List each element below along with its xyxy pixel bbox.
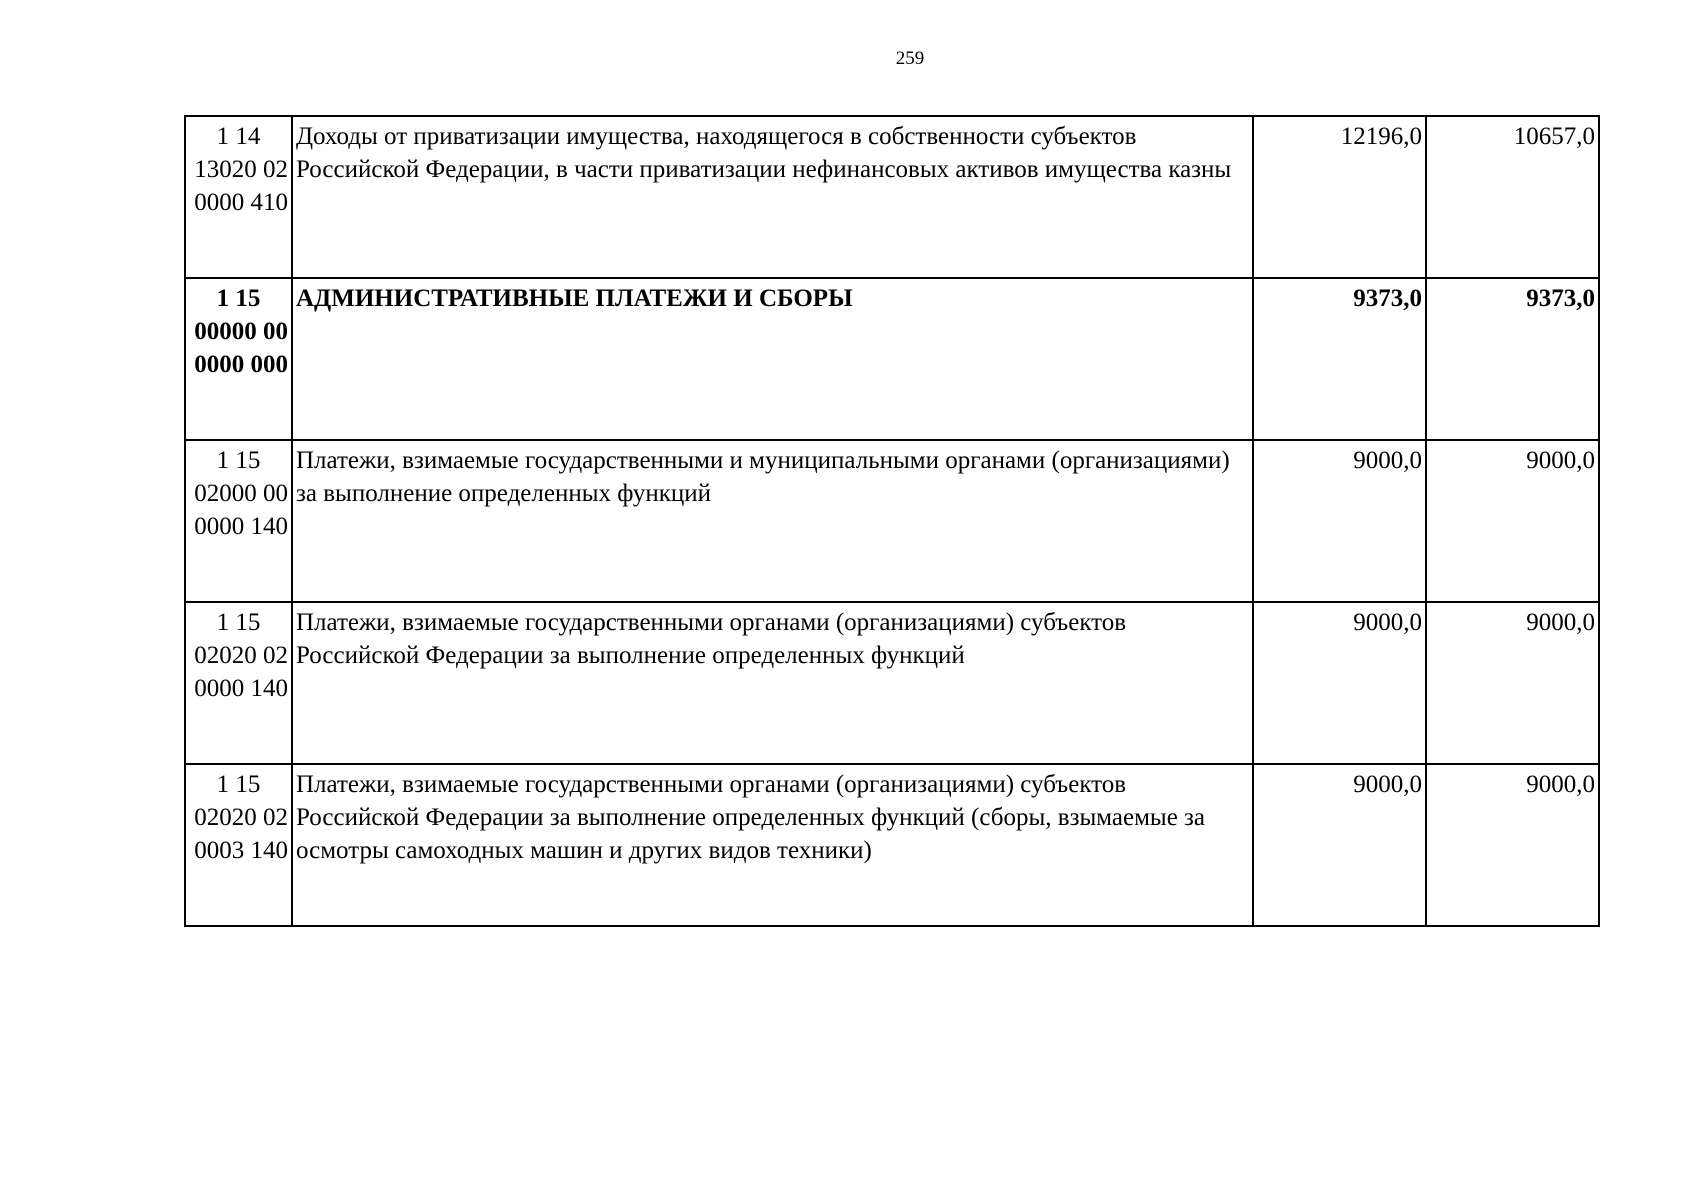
code-line: 1 14 — [216, 123, 261, 150]
code-line: 1 15 — [216, 285, 261, 312]
code-line: 13020 02 — [194, 156, 288, 183]
value2-cell: 9000,0 — [1426, 764, 1599, 926]
value2-cell: 10657,0 — [1426, 116, 1599, 278]
description-cell: АДМИНИСТРАТИВНЫЕ ПЛАТЕЖИ И СБОРЫ — [292, 278, 1253, 440]
table-row-section-header — [185, 278, 1599, 440]
code-line: 0000 000 — [194, 351, 288, 378]
value1-cell: 9000,0 — [1253, 602, 1426, 764]
value1-cell: 12196,0 — [1253, 116, 1426, 278]
value2-cell: 9000,0 — [1426, 602, 1599, 764]
table-row — [185, 440, 1599, 602]
description-cell: Платежи, взимаемые государственными органами (организациями) субъектов Российской Федерации за выполнение определенных функций — [292, 602, 1253, 764]
code-line: 1 15 — [216, 609, 261, 636]
value1-cell: 9000,0 — [1253, 764, 1426, 926]
table-row — [185, 764, 1599, 926]
code-line: 00000 00 — [194, 318, 288, 345]
budget-code-cell — [185, 602, 292, 764]
table-row — [185, 116, 1599, 278]
code-line: 1 15 — [216, 447, 261, 474]
value2-cell: 9000,0 — [1426, 440, 1599, 602]
code-line: 0000 140 — [194, 513, 288, 540]
description-cell: Доходы от приватизации имущества, находящегося в собственности субъектов Российской Федерации, в части приватизации нефинансовых активов имущества казны — [292, 116, 1253, 278]
budget-code-cell — [185, 440, 292, 602]
code-line: 0000 140 — [194, 675, 288, 702]
description-cell: Платежи, взимаемые государственными и муниципальными органами (организациями) за выполнение определенных функций — [292, 440, 1253, 602]
value2-cell: 9373,0 — [1426, 278, 1599, 440]
code-line: 02000 00 — [194, 480, 288, 507]
table-row — [185, 602, 1599, 764]
code-line: 1 15 — [216, 771, 261, 798]
budget-code-cell — [185, 116, 292, 278]
code-line: 0003 140 — [194, 837, 288, 864]
description-cell: Платежи, взимаемые государственными органами (организациями) субъектов Российской Федерации за выполнение определенных функций (сборы, взымаемые за осмотры самоходных машин и других видов техники) — [292, 764, 1253, 926]
value1-cell: 9373,0 — [1253, 278, 1426, 440]
revenue-table — [184, 115, 1600, 927]
page-number: 259 — [895, 48, 925, 69]
code-line: 02020 02 — [194, 642, 288, 669]
budget-code-cell — [185, 764, 292, 926]
code-line: 02020 02 — [194, 804, 288, 831]
budget-code-cell — [185, 278, 292, 440]
code-line: 0000 410 — [194, 189, 288, 216]
value1-cell: 9000,0 — [1253, 440, 1426, 602]
